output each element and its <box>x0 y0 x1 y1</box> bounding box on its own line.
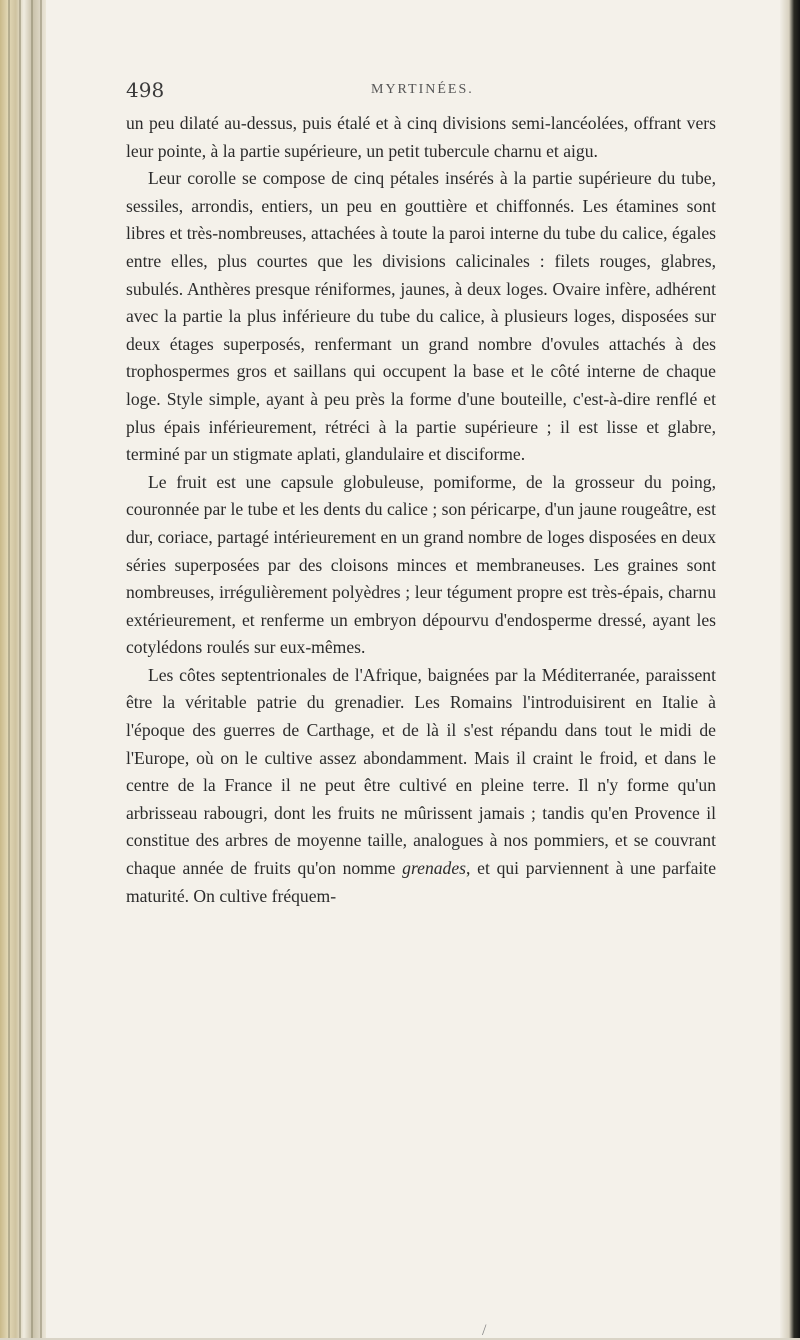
page-header <box>126 78 716 108</box>
italic-term-grenades: grenades <box>402 858 467 879</box>
book-binding <box>0 0 46 1338</box>
body-text <box>126 110 716 910</box>
paragraph-calyx: un peu dilaté au-dessus, puis étalé et à cinq divisions semi-lancéolées, offrant vers leur pointe, à la partie supérieure, un petit tubercule charnu et aigu. <box>126 113 716 161</box>
paragraph-habitat-start: Les côtes septentrionales de l'Afrique, baignées par la Méditerranée, paraissent être la véritable patrie du grenadier. Les Romains l'introduisirent en Italie à l'époque des guerres de Carthage, et de là il s'est répandu dans tout le midi de l'Europe, où on le cultive assez abondamment. Mais il craint le froid, et dans le centre de la France il ne peut être cultivé en pleine terre. Il n'y forme qu'un arbrisseau rabougri, dont les fruits ne mûrissent jamais ; tandis qu'en Provence il constitue des arbres de moyenne taille, analogues à nos pommiers, et se couvrant chaque année de fruits qu'on nomme <box>126 664 716 879</box>
running-head: MYRTINÉES. <box>371 82 474 97</box>
paragraph-habitat-end: , et qui parviennent à une parfaite maturité. On cultive fréquem- <box>126 858 716 906</box>
page-number: 498 <box>126 78 165 102</box>
paragraph-habitat <box>126 662 716 910</box>
paragraph-corolla: Leur corolle se compose de cinq pétales insérés à la partie supérieure du tube, sessiles, arrondis, entiers, un peu en gouttière et chiffonnés. Les étamines sont libres et très-nombreuses, attachées à toute la paroi interne du tube du calice, égales entre elles, plus courtes que les divisions calicinales : filets rouges, glabres, subulés. Anthères presque réniformes, jaunes, à deux loges. Ovaire infère, adhérent avec la partie la plus inférieure du tube du calice, à plusieurs loges, disposées sur deux étages superposés, renfermant un grand nombre d'ovules attachés à des trophospermes gros et saillans qui occupent la base et le côté interne de chaque loge. Style simple, ayant à peu près la forme d'une bouteille, c'est-à-dire renflé et plus épais inférieurement, rétréci à la partie supérieure ; il est lisse et glabre, terminé par un stigmate aplati, glandulaire et disciforme. <box>126 168 716 465</box>
binding-stripe <box>40 0 42 1338</box>
page-edge <box>780 0 800 1338</box>
stray-mark: / <box>482 1322 487 1339</box>
binding-stripe <box>31 0 33 1338</box>
binding-stripe <box>19 0 21 1338</box>
paragraph-fruit: Le fruit est une capsule globuleuse, pomiforme, de la grosseur du poing, couronnée par le tube et les dents du calice ; son péricarpe, d'un jaune rougeâtre, est dur, coriace, partagé intérieurement en un grand nombre de loges disposées en deux séries superposées par des cloisons minces et membraneuses. Les graines sont nombreuses, irrégulièrement polyèdres ; leur tégument propre est très-épais, charnu extérieurement, et renferme un embryon dépourvu d'endosperme dressé, ayant les cotylédons roulés sur eux-mêmes. <box>126 471 716 658</box>
binding-stripe <box>8 0 10 1338</box>
